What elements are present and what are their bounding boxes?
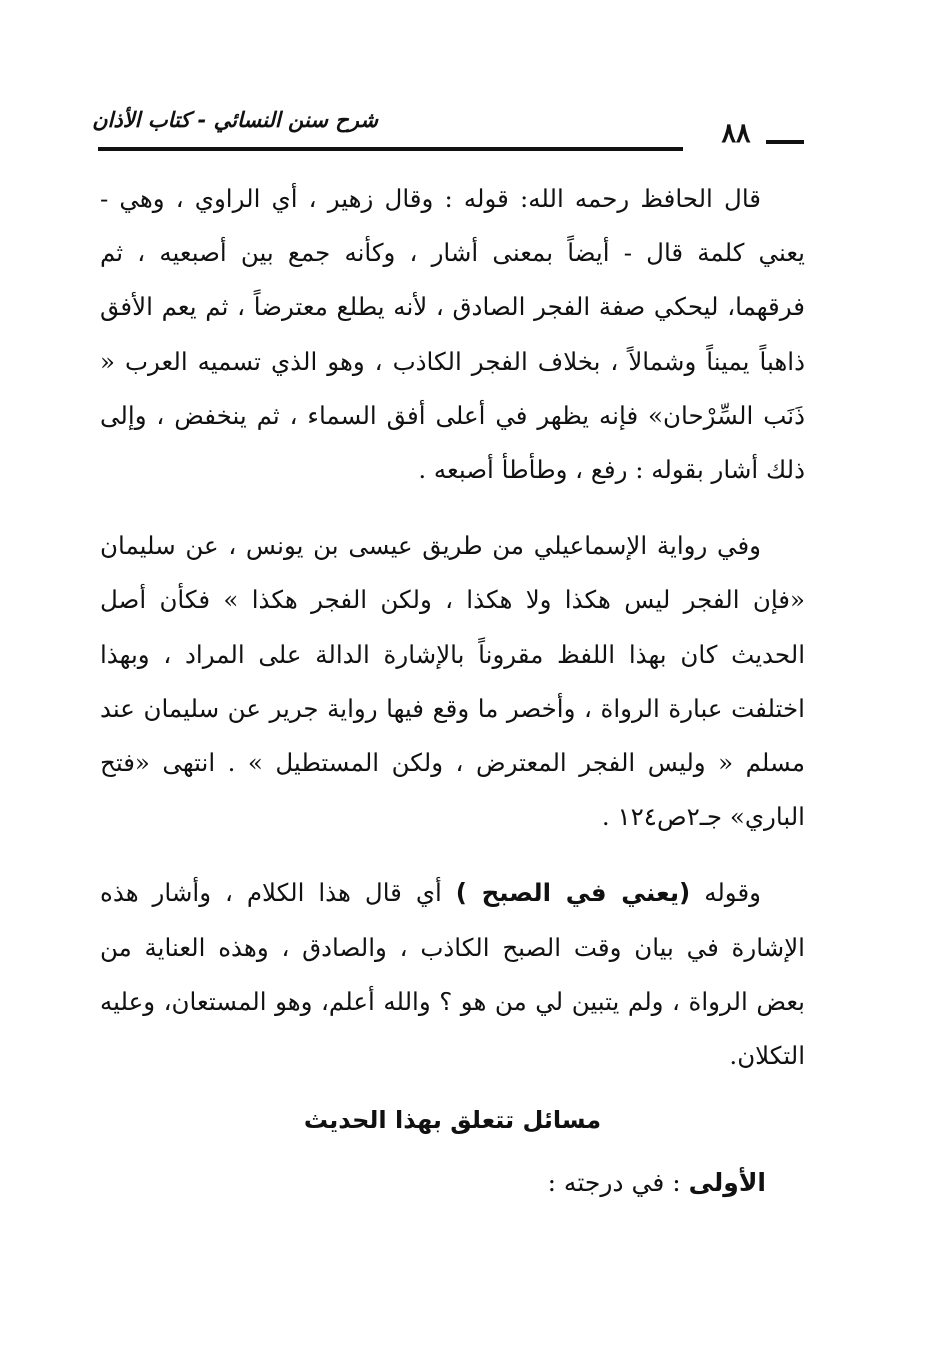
quoted-phrase: (يعني في الصبح ) (455, 878, 691, 908)
paragraph-3-lead: وقوله (690, 878, 761, 908)
page-number: ٨٨ (721, 118, 751, 149)
first-issue-text: : في درجته : (547, 1168, 689, 1197)
paragraph-3 (100, 866, 805, 1083)
page-number-rule (766, 140, 804, 144)
paragraph-3-rest: أي قال هذا الكلام ، وأشار هذه الإشارة في بيان وقت الصبح الكاذب ، والصادق ، وهذه العناية من بعض الرواة ، ولم يتبين لي من هو ؟ والله أعلم، وهو المستعان، وعليه التكلان. (100, 878, 805, 1071)
paragraph-1: قال الحافظ رحمه الله: قوله : وقال زهير ، أي الراوي ، وهي - يعني كلمة قال - أيضاً بمعنى أشار ، وكأنه جمع بين أصبعيه ، ثم فرقهما، ليحكي صفة الفجر الصادق ، لأنه يطلع معترضاً ، ثم يعم الأفق ذاهباً يميناً وشمالاً ، بخلاف الفجر الكاذب ، وهو الذي تسميه العرب « ذَنَب السِّرْحان» فإنه يظهر في أعلى أفق السماء ، ثم ينخفض ، وإلى ذلك أشار بقوله : رفع ، وطأطأ أصبعه . (100, 184, 805, 485)
section-heading: مسائل تتعلق بهذا الحديث (303, 1106, 602, 1134)
paragraph-2: وفي رواية الإسماعيلي من طريق عيسى بن يونس ، عن سليمان «فإن الفجر ليس هكذا ولا هكذا ، ولكن الفجر هكذا » فكأن أصل الحديث كان بهذا اللفظ مقروناً بالإشارة الدالة على المراد ، وبهذا اختلفت عبارة الرواة ، وأخصر ما وقع فيها رواية جرير عن سليمان عند مسلم « وليس الفجر المعترض ، ولكن المستطيل » . انتهى «فتح الباري» جـ٢ص١٢٤ . (100, 531, 805, 832)
first-issue-line (366, 1168, 766, 1197)
first-issue-label: الأولى (688, 1168, 766, 1197)
running-header-title: شرح سنن النسائي - كتاب الأذان (92, 108, 378, 132)
header-rule (98, 147, 683, 151)
body-text (100, 172, 805, 1083)
